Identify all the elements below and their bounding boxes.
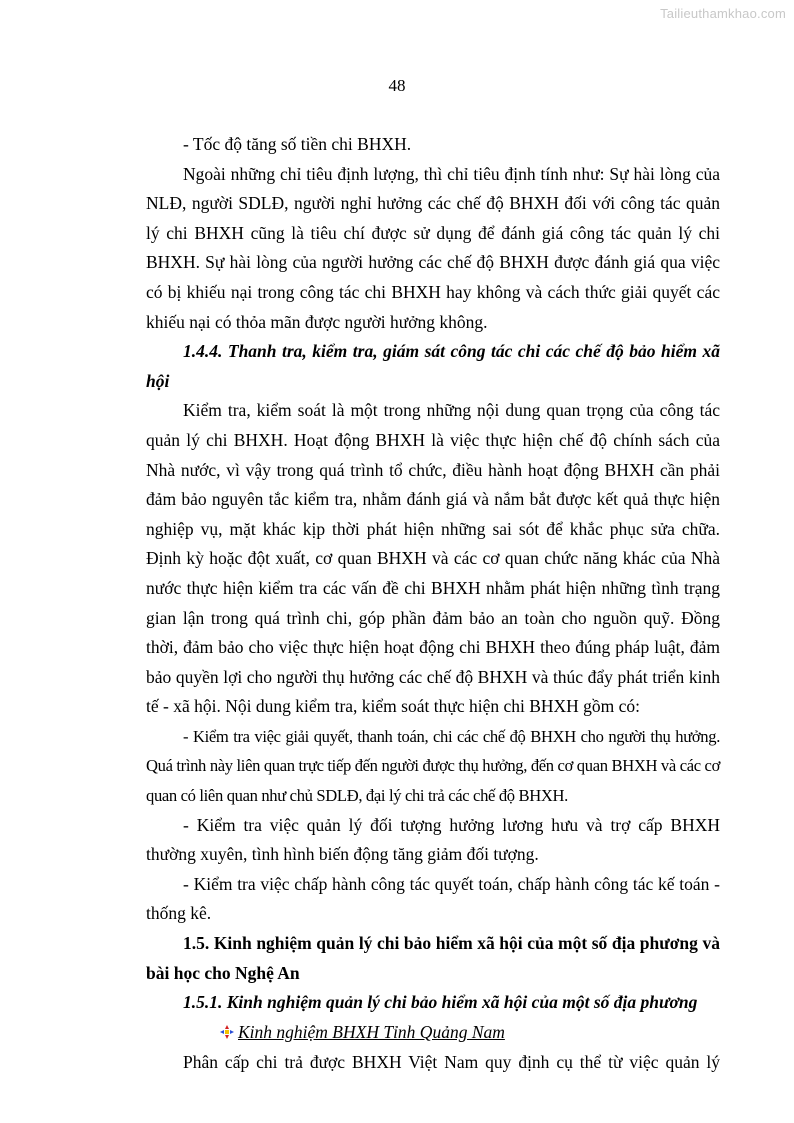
paragraph-inspection: Kiểm tra, kiểm soát là một trong những nội dung quan trọng của công tác quản lý chi BHXH. Hoạt động BHXH là việc thực hiện chế độ chính sách của Nhà nước, vì vậy trong quá trình tổ chức, điều hành hoạt động BHXH cần phải đảm bảo nguyên tắc kiểm tra, nhằm đánh giá và nắm bắt được kết quả thực hiện nghiệp vụ, mặt khác kịp thời phát hiện những sai sót để khắc phục sửa chữa. Định kỳ hoặc đột xuất, cơ quan BHXH và các cơ quan chức năng khác của Nhà nước thực hiện kiểm tra các vấn đề chi BHXH nhằm phát hiện những tình trạng gian lận trong quá trình chi, góp phần đảm bảo an toàn cho nguồn quỹ. Đồng thời, đảm bảo cho việc thực hiện hoạt động chi BHXH theo đúng pháp luật, đảm bảo quyền lợi cho người thụ hưởng các chế độ BHXH và thúc đẩy phát triển kinh tế - xã hội. Nội dung kiểm tra, kiểm soát thực hiện chi BHXH gồm có:: [146, 400, 720, 717]
paragraph-check-accounting: - Kiểm tra việc chấp hành công tác quyết toán, chấp hành công tác kế toán - thống kê.: [146, 873, 720, 924]
paragraph-qualitative-indicators: Ngoài những chỉ tiêu định lượng, thì chỉ tiêu định tính như: Sự hài lòng của NLĐ, người SDLĐ, người nghỉ hưởng các chế độ BHXH đối với công tác quản lý chi BHXH cũng là tiêu chí được sử dụng để đánh giá công tác quản lý chi BHXH. Sự hài lòng của người hưởng các chế độ BHXH được đánh giá qua việc có bị khiếu nại trong công tác chi BHXH hay không và cách thức giải quyết các khiếu nại có thỏa mãn được người hưởng không.: [146, 163, 720, 332]
heading-1-4-4: 1.4.4. Thanh tra, kiểm tra, giám sát công tác chi các chế độ bảo hiểm xã hội: [146, 341, 720, 391]
document-body: [146, 130, 720, 1078]
heading-1-5-1: 1.5.1. Kinh nghiệm quản lý chi bảo hiểm xã hội của một số địa phương: [183, 992, 698, 1013]
paragraph-payment-decentralization: Phân cấp chi trả được BHXH Việt Nam quy định cụ thể từ việc quản lý: [183, 1052, 720, 1073]
sub-heading-text: Kinh nghiệm BHXH Tỉnh Quảng Nam: [238, 1021, 505, 1042]
sub-heading-quang-nam: [146, 1018, 720, 1049]
page-number: 48: [388, 76, 406, 95]
watermark: Tailieuthamkhao.com: [660, 6, 786, 21]
paragraph-speed-of-increase: - Tốc độ tăng số tiền chi BHXH.: [183, 134, 412, 154]
paragraph-check-beneficiaries: - Kiểm tra việc quản lý đối tượng hưởng lương hưu và trợ cấp BHXH thường xuyên, tình hình biến động tăng giảm đối tượng.: [146, 814, 720, 865]
four-arrows-icon: [183, 1019, 234, 1049]
heading-1-5: 1.5. Kinh nghiệm quản lý chi bảo hiểm xã hội của một số địa phương và bài học cho Nghệ An: [146, 933, 720, 983]
paragraph-check-settlement: - Kiểm tra việc giải quyết, thanh toán, chi các chế độ BHXH cho người thụ hưởng. Quá trình này liên quan trực tiếp đến người được thụ hưởng, đến cơ quan BHXH và các cơ quan có liên quan như chủ SDLĐ, đại lý chi trả các chế độ BHXH.: [146, 726, 720, 806]
